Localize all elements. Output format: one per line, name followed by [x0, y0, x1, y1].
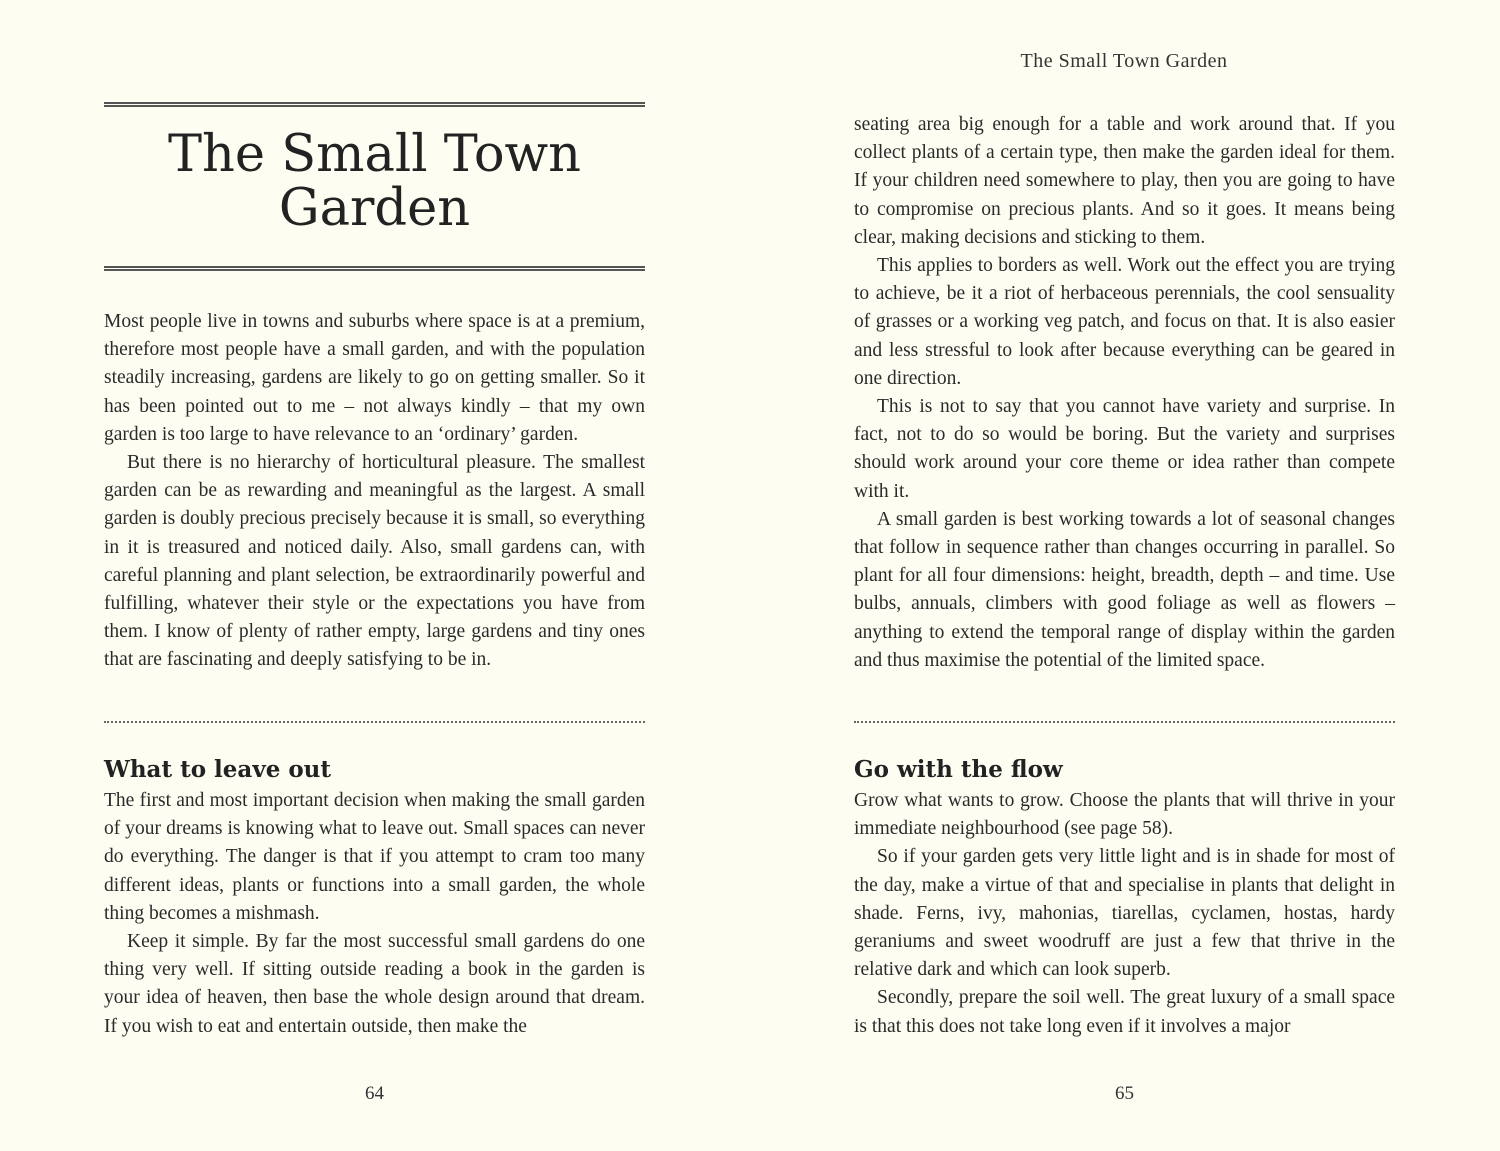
- section-divider: [854, 721, 1395, 723]
- page-number: 65: [1115, 1083, 1134, 1104]
- section-text: [854, 787, 1395, 1041]
- title-rule-top: [104, 102, 645, 107]
- paragraph: seating area big enough for a table and work around that. If you collect plants of a certain type, then make the garden ideal for them. If your children need somewhere to play, then you are going to have to compromise on precious plants. And so it goes. It means being clear, making decisions and sticking to them.: [854, 114, 1395, 248]
- paragraph: The first and most important decision when making the small garden of your dreams is knowing what to leave out. Small spaces can never do everything. The danger is that if you attempt to cram too many different ideas, plants or functions into a small garden, the whole thing becomes a mishmash.: [104, 790, 645, 924]
- section-heading: Go with the flow: [854, 756, 1063, 783]
- paragraph: Secondly, prepare the soil well. The great luxury of a small space is that this does not take long even if it involves a major: [854, 987, 1395, 1037]
- paragraph: This is not to say that you cannot have variety and surprise. In fact, not to do so would be boring. But the variety and surprises should work around your core theme or idea rather than compete with it.: [854, 396, 1395, 502]
- paragraph: So if your garden gets very little light and is in shade for most of the day, make a virtue of that and specialise in plants that delight in shade. Ferns, ivy, mahonias, tiarellas, cyclamen, hostas, hardy geraniums and sweet woodruff are just a few that thrive in the relative dark and which can look superb.: [854, 846, 1395, 981]
- chapter-title: [104, 125, 645, 238]
- title-rule-bottom: [104, 266, 645, 271]
- paragraph: Most people live in towns and suburbs where space is at a premium, therefore most people have a small garden, and with the population steadily increasing, gardens are likely to go on getting smaller. So it has been pointed out to me – not always kindly – that my own garden is too large to have relevance to an ‘ordinary’ garden.: [104, 311, 645, 445]
- continued-text: [854, 111, 1395, 675]
- section-heading: What to leave out: [104, 756, 332, 783]
- paragraph: A small garden is best working towards a lot of seasonal changes that follow in sequence rather than changes occurring in parallel. So plant for all four dimensions: height, breadth, depth – and time. Use bulbs, annuals, climbers with good foliage as well as flowers – anything to extend the temporal range of display within the garden and thus maximise the potential of the limited space.: [854, 508, 1395, 671]
- paragraph: This applies to borders as well. Work out the effect you are trying to achieve, be it a riot of herbaceous perennials, the cool sensuality of grasses or a working veg patch, and focus on that. It is also easier and less stressful to look after because everything can be geared in one direction.: [854, 255, 1395, 389]
- paragraph: Grow what wants to grow. Choose the plants that will thrive in your immediate neighbourhood (see page 58).: [854, 790, 1395, 840]
- section-text: [104, 787, 645, 1041]
- intro-text: [104, 308, 645, 675]
- paragraph: Keep it simple. By far the most successful small gardens do one thing very well. If sitting outside reading a book in the garden is your idea of heaven, then base the whole design around that dream. If you wish to eat and entertain outside, then make the: [104, 931, 645, 1037]
- running-head: The Small Town Garden: [1020, 50, 1228, 72]
- page-number: 64: [365, 1083, 384, 1104]
- paragraph: But there is no hierarchy of horticultural pleasure. The smallest garden can be as rewarding and meaningful as the largest. A small garden is doubly precious precisely because it is small, so everything in it is treasured and noticed daily. Also, small gardens can, with careful planning and plant selection, be extraordinarily powerful and fulfilling, whatever their style or the expectations you have from them. I know of plenty of rather empty, large gardens and tiny ones that are fascinating and deeply satisfying to be in.: [104, 452, 645, 671]
- section-divider: [104, 721, 645, 723]
- chapter-title-line-2: Garden: [278, 179, 471, 238]
- chapter-title-line-1: The Small Town: [167, 125, 582, 184]
